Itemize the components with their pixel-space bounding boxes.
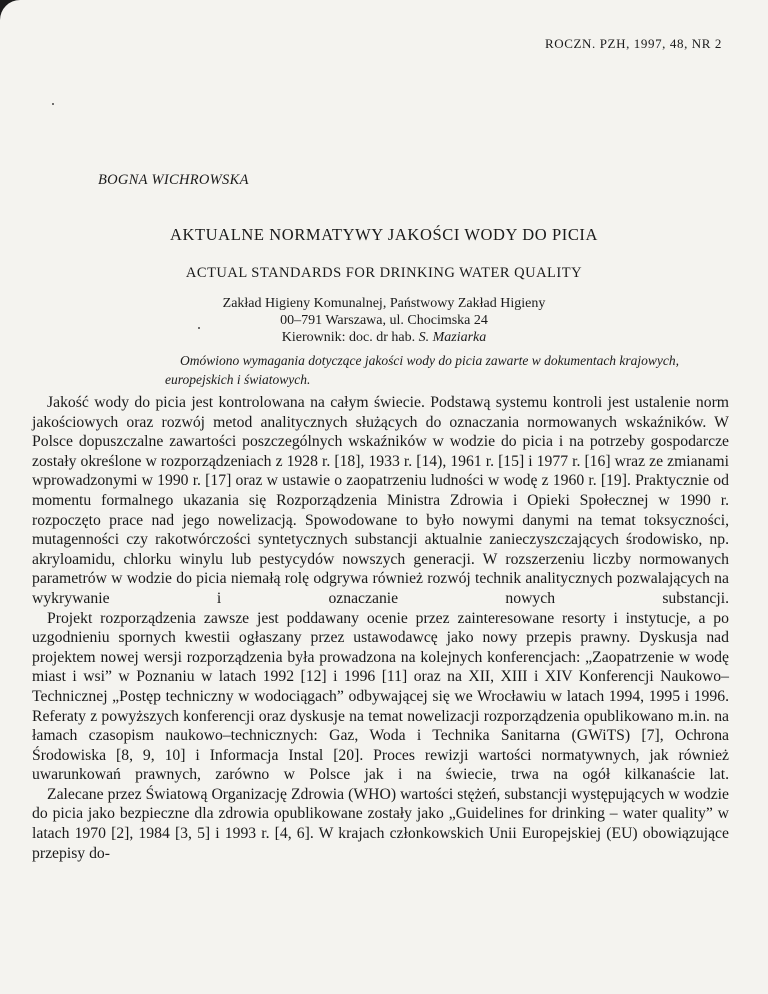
paragraph-2: Projekt rozporządzenia zawsze jest poddawany ocenie przez zainteresowane resorty i instytucje, a po uzgodnieniu spornych kwestii ogłaszany przez ustawodawcę jako nowy przepis prawny. Dyskusja nad projektem nowej wersji rozporządzenia była prowadzona na kolejnych konferencjach: „Zaopatrzenie w wodę miast i wsi” w Poznaniu w latach 1992 [12] i 1996 [11] oraz na XII, XIII i XIV Konferencji Naukowo–Technicznej „Postęp techniczny w wodociągach” odbywającej się we Wrocławiu w latach 1994, 1995 i 1996. Referaty z powyższych konferencji oraz dyskusje na temat nowelizacji rozporządzenia opublikowano m.in. na łamach czasopism naukowo–technicznych: Gaz, Woda i Technika Sanitarna (GWiTS) [7], Ochrona Środowiska [8, 9, 10] i Informacja Instal [20]. Proces rewizji wartości normatywnych, jak również uwarunkowań prawnych, zarówno w Polsce jak i na świecie, trwa na ogół kilkanaście lat. bbox=[32, 609, 729, 784]
affiliation-address: 00–791 Warszawa, ul. Chocimska 24 bbox=[280, 313, 488, 328]
affiliation bbox=[0, 295, 768, 346]
body-text bbox=[32, 393, 729, 863]
author-name: BOGNA WICHROWSKA bbox=[98, 172, 249, 188]
title-english: ACTUAL STANDARDS FOR DRINKING WATER QUALITY bbox=[185, 265, 583, 281]
abstract: Omówiono wymagania dotyczące jakości wody do picia zawarte w dokumentach krajowych, europejskich i światowych. bbox=[165, 353, 680, 387]
affiliation-head bbox=[0, 329, 768, 346]
paragraph-1: Jakość wody do picia jest kontrolowana na całym świecie. Podstawą systemu kontroli jest ustalenie norm jakościowych oraz rozwój metod analitycznych służących do oznaczania normowanych wskaźników. W Polsce dopuszczalne zawartości poszczególnych wskaźników w wodzie do picia i na potrzeby gospodarcze zostały określone w rozporządzeniach z 1928 r. [18], 1933 r. [14), 1961 r. [15] i 1977 r. [16] wraz ze zmianami wprowadzonymi w 1990 r. [17] oraz w ustawie o zaopatrzeniu ludności w wodę z 1960 r. [19]. Praktycznie od momentu formalnego ukazania się Rozporządzenia Ministra Zdrowia i Opieki Społecznej w 1990 r. rozpoczęto prace nad jego nowelizacją. Spowodowane to było nowymi danymi na temat toksyczności, mutagenności czy rakotwórczości syntetycznych substancji aktualnie zanieczyszczających środowisko, np. akryloamidu, chlorku winylu lub pestycydów nowszych generacji. W rozszerzeniu liczby normowanych parametrów w wodzie do picia niemałą rolę odgrywa również rozwój technik analitycznych pozwalających na wykrywanie i oznaczanie nowych substancji. bbox=[32, 394, 729, 607]
title-polish: AKTUALNE NORMATYWY JAKOŚCI WODY DO PICIA bbox=[169, 225, 599, 244]
paragraph-3: Zalecane przez Światową Organizację Zdrowia (WHO) wartości stężeń, substancji występujących w wodzie do picia jako bezpieczne dla zdrowia opublikowane zostały jako „Guidelines for drinking – water quality” w latach 1970 [2], 1984 [3, 5] i 1993 r. [4, 6]. W krajach członkowskich Unii Europejskiej (EU) obowiązujące przepisy do- bbox=[32, 785, 729, 862]
head-name: S. Maziarka bbox=[418, 330, 487, 345]
head-label: Kierownik: doc. dr hab. bbox=[281, 330, 419, 345]
affiliation-institute: Zakład Higieny Komunalnej, Państwowy Zakład Higieny bbox=[222, 296, 546, 311]
journal-header: ROCZN. PZH, 1997, 48, NR 2 bbox=[544, 36, 722, 51]
scan-speck bbox=[52, 103, 54, 105]
